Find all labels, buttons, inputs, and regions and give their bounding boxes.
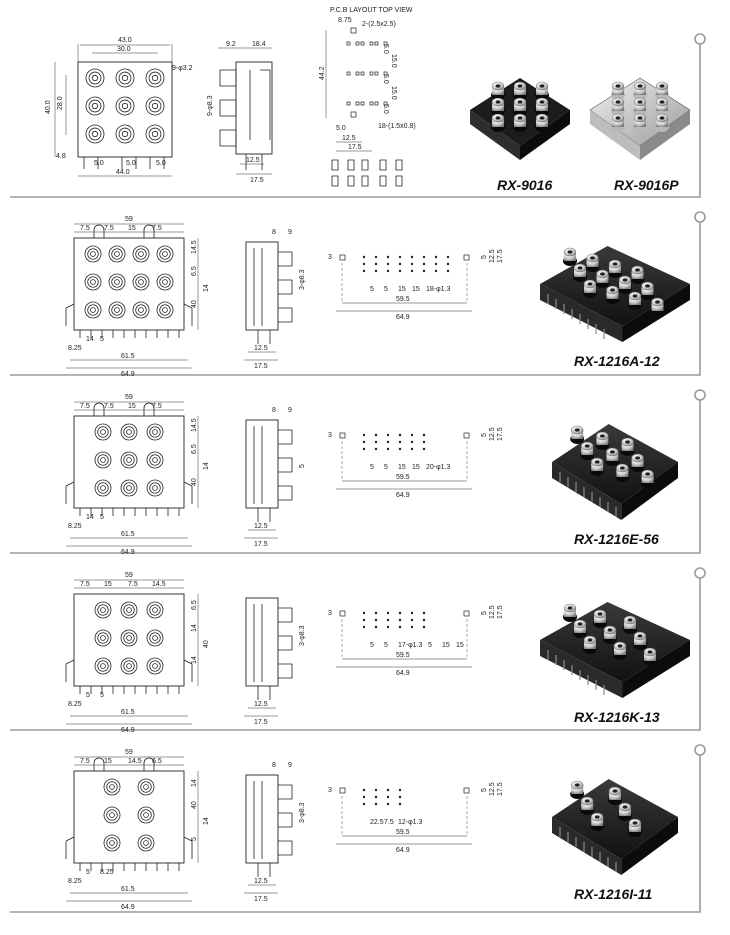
dim-label: 4.8 <box>56 153 66 160</box>
dim-label: 14 <box>86 514 94 521</box>
dim-label: 5.0 <box>156 160 166 167</box>
pcb-hole <box>411 612 413 614</box>
pcb-hole <box>347 102 350 105</box>
dim-label: 12.5 <box>254 523 268 530</box>
dim-label: 5.0 <box>382 104 389 114</box>
dim-label: 15.0 <box>390 86 397 100</box>
pcb-title: P.C.B LAYOUT TOP VIEW <box>330 7 413 14</box>
pcb-hole <box>363 270 365 272</box>
pcb-hole <box>387 434 389 436</box>
pcb-hole <box>423 263 425 265</box>
dim-label: 5 <box>100 692 104 699</box>
dim-label: 14 <box>203 462 210 470</box>
dim-label: 5 <box>384 642 388 649</box>
pcb-hole <box>447 270 449 272</box>
dim-label: 9-φ3.2 <box>172 65 193 72</box>
dim-label: 12.5 <box>342 135 356 142</box>
pcb-holes <box>347 42 387 105</box>
dim-label: 5 <box>86 692 90 699</box>
dim-label: 5 <box>100 514 104 521</box>
dim-label: 14 <box>203 284 210 292</box>
section-rx-1216a-12 <box>66 216 690 378</box>
section-rx-1216e-56 <box>66 394 678 556</box>
pcb-hole <box>399 803 401 805</box>
dim-label: 12.5 <box>489 249 496 263</box>
dim-label: 14 <box>191 624 198 632</box>
dim-label: 64.9 <box>121 549 135 556</box>
dim-label: 14 <box>86 336 94 343</box>
pcb-slot <box>464 788 469 793</box>
dim-label: 17.5 <box>497 782 504 796</box>
dim-label: 14 <box>191 656 198 664</box>
side-view <box>244 762 306 903</box>
pcb-hole <box>347 42 350 45</box>
dim-label: 8.25 <box>68 345 82 352</box>
dim-label: 5.0 <box>382 44 389 54</box>
dim-label: 9 <box>288 762 292 769</box>
dim-label: 5 <box>299 464 306 468</box>
pcb-hole <box>423 619 425 621</box>
pcb-hole <box>361 72 364 75</box>
dim-label: 59.5 <box>396 296 410 303</box>
dim-label: 7.5 <box>104 403 114 410</box>
pcb-hole <box>363 612 365 614</box>
product-photo <box>552 424 678 520</box>
pcb-hole <box>375 789 377 791</box>
pcb-hole <box>375 612 377 614</box>
pcb-hole <box>435 256 437 258</box>
dim-label: 64.9 <box>121 904 135 911</box>
dim-label: 15 <box>442 642 450 649</box>
pin-icon <box>695 390 705 400</box>
pcb-slot <box>340 788 345 793</box>
product-photo <box>540 602 690 698</box>
pcb-hole <box>423 256 425 258</box>
pcb-hole <box>399 256 401 258</box>
pcb-slot <box>340 611 345 616</box>
pcb-hole <box>387 256 389 258</box>
model-label: RX-1216E-56 <box>574 531 659 547</box>
pcb-layout <box>319 7 416 186</box>
front-view <box>66 749 210 911</box>
pcb-hole <box>375 619 377 621</box>
pcb-hole <box>411 256 413 258</box>
pcb-hole <box>423 270 425 272</box>
pcb-hole <box>411 448 413 450</box>
dim-label: 8.25 <box>68 878 82 885</box>
pcb-hole <box>387 263 389 265</box>
dim-label: 17.5 <box>497 249 504 263</box>
dim-label: 7.5 <box>80 758 90 765</box>
dim-label: 7.5 <box>384 819 394 826</box>
pcb-hole <box>387 270 389 272</box>
dim-label: 12.5 <box>254 878 268 885</box>
pcb-hole <box>363 789 365 791</box>
pcb-hole <box>363 434 365 436</box>
dim-label: 15 <box>456 642 464 649</box>
pcb-hole <box>363 263 365 265</box>
dim-label: 30.0 <box>117 46 131 53</box>
dim-label: 15 <box>104 581 112 588</box>
pcb-slot <box>464 255 469 260</box>
pcb-hole <box>370 102 373 105</box>
dim-label: 6.5 <box>191 266 198 276</box>
dim-label: 17.5 <box>254 719 268 726</box>
pcb-hole <box>363 448 365 450</box>
dim-label: 28.0 <box>57 96 64 110</box>
dim-label: 44.2 <box>319 66 326 80</box>
pcb-hole <box>363 796 365 798</box>
product-photo <box>552 779 678 875</box>
pcb-hole <box>447 256 449 258</box>
pcb-hole <box>361 42 364 45</box>
model-label: RX-1216I-11 <box>574 886 653 902</box>
dim-label: 40.0 <box>45 100 52 114</box>
dim-label: 8 <box>272 407 276 414</box>
dim-label: 5 <box>481 611 488 615</box>
dim-label: 5 <box>370 286 374 293</box>
pcb-hole <box>411 270 413 272</box>
pcb-hole <box>375 441 377 443</box>
pcb-hole <box>423 612 425 614</box>
pcb-hole <box>387 796 389 798</box>
front-view <box>66 216 210 378</box>
dim-label: 20-φ1.3 <box>426 464 451 471</box>
dim-label: 15 <box>104 758 112 765</box>
dim-label: 64.9 <box>396 492 410 499</box>
pcb-hole <box>423 434 425 436</box>
side-view <box>207 41 272 184</box>
dim-label: 7.5 <box>80 225 90 232</box>
dim-label: 7.5 <box>104 225 114 232</box>
pcb-hole <box>363 256 365 258</box>
pcb-slot <box>340 433 345 438</box>
dim-label: 9.2 <box>226 41 236 48</box>
dim-label: 9 <box>288 229 292 236</box>
dim-label: 17.5 <box>254 363 268 370</box>
pcb-hole <box>375 448 377 450</box>
dim-label: 15 <box>128 403 136 410</box>
pcb-hole <box>411 441 413 443</box>
dim-label: 17.5 <box>254 896 268 903</box>
pcb-hole <box>387 626 389 628</box>
dim-label: 3-φ8.3 <box>299 802 306 823</box>
dim-label: 12.5 <box>254 345 268 352</box>
pcb-hole <box>375 803 377 805</box>
dim-label: 61.5 <box>121 531 135 538</box>
pcb-hole <box>363 626 365 628</box>
dim-label: 12-φ1.3 <box>398 819 423 826</box>
housing <box>74 771 184 863</box>
pcb-hole <box>399 612 401 614</box>
model-label: RX-1216A-12 <box>574 353 660 369</box>
dim-label: 15 <box>128 225 136 232</box>
dim-label: 3 <box>328 432 332 439</box>
dim-label: 12.5 <box>254 701 268 708</box>
pcb-hole <box>370 72 373 75</box>
product-photo-rx-9016p <box>590 78 690 160</box>
dim-label: 5 <box>370 464 374 471</box>
dim-label: 44.0 <box>116 169 130 176</box>
dim-label: 61.5 <box>121 353 135 360</box>
pcb-hole <box>363 441 365 443</box>
dim-label: 5 <box>191 837 198 841</box>
pcb-hole <box>356 102 359 105</box>
front-view <box>45 37 193 176</box>
pcb-hole <box>370 42 373 45</box>
pcb-hole <box>399 270 401 272</box>
product-photo <box>540 246 690 342</box>
dim-label: 59 <box>125 572 133 579</box>
pcb-hole <box>423 448 425 450</box>
dim-label: 14.5 <box>191 240 198 254</box>
pcb-hole <box>387 441 389 443</box>
dim-label: 5.0 <box>94 160 104 167</box>
dim-label: 43.0 <box>118 37 132 44</box>
dim-label: 9-φ8.3 <box>207 95 214 116</box>
side-view <box>244 598 306 726</box>
dim-label: 3 <box>328 254 332 261</box>
dim-label: 8.25 <box>68 701 82 708</box>
pin-icon <box>695 212 705 222</box>
pcb-slot <box>340 255 345 260</box>
dim-label: 5 <box>481 433 488 437</box>
dim-label: 7.5 <box>152 225 162 232</box>
pcb-hole <box>435 270 437 272</box>
pin-icon <box>695 34 705 44</box>
dim-label: 17-φ1.3 <box>398 642 423 649</box>
pcb-hole <box>411 263 413 265</box>
pcb-slot <box>464 433 469 438</box>
dim-label: 64.9 <box>396 670 410 677</box>
dim-label: 8.75 <box>338 17 352 24</box>
dim-label: 59.5 <box>396 474 410 481</box>
pcb-hole <box>447 263 449 265</box>
pcb-hole <box>399 448 401 450</box>
dim-label: 40 <box>191 801 198 809</box>
dim-label: 17.5 <box>348 144 362 151</box>
dim-label: 3-φ8.3 <box>299 269 306 290</box>
pcb-hole <box>363 619 365 621</box>
dim-label: 15 <box>412 286 420 293</box>
dim-label: 2-(2.5x2.5) <box>362 21 396 28</box>
pcb-hole <box>375 434 377 436</box>
dim-label: 6.5 <box>152 758 162 765</box>
pcb-hole <box>399 789 401 791</box>
pcb-layout <box>328 427 504 499</box>
dim-label: 5 <box>86 869 90 876</box>
dim-label: 5 <box>481 788 488 792</box>
dim-label: 14.5 <box>128 758 142 765</box>
pcb-layout <box>328 782 504 854</box>
dim-label: 9 <box>288 407 292 414</box>
pcb-hole <box>356 42 359 45</box>
dim-label: 12.5 <box>489 427 496 441</box>
housing <box>74 238 184 330</box>
dim-label: 18.4 <box>252 41 266 48</box>
dim-label: 12.5 <box>246 157 260 164</box>
dim-label: 8 <box>272 762 276 769</box>
pin-icon <box>695 568 705 578</box>
dim-label: 3 <box>328 610 332 617</box>
front-view <box>66 394 210 556</box>
dim-label: 7.5 <box>80 581 90 588</box>
dim-label: 61.5 <box>121 886 135 893</box>
pcb-hole <box>387 448 389 450</box>
front-view <box>66 572 210 734</box>
pcb-hole <box>399 434 401 436</box>
dim-label: 5 <box>481 255 488 259</box>
product-photo-rx-9016 <box>470 78 570 160</box>
pcb-hole <box>375 102 378 105</box>
dim-label: 12.5 <box>489 605 496 619</box>
dim-label: 7.5 <box>152 403 162 410</box>
pcb-hole <box>363 803 365 805</box>
dim-label: 12.5 <box>489 782 496 796</box>
dim-label: 14.5 <box>191 418 198 432</box>
dim-label: 5 <box>370 642 374 649</box>
dim-label: 40 <box>203 640 210 648</box>
side-view <box>244 407 306 548</box>
pcb-hole <box>375 72 378 75</box>
dim-label: 22.5 <box>370 819 384 826</box>
model-label: RX-9016P <box>614 177 679 193</box>
dim-label: 14 <box>203 817 210 825</box>
dim-label: 17.5 <box>254 541 268 548</box>
dim-label: 5.0 <box>126 160 136 167</box>
dim-label: 7.5 <box>128 581 138 588</box>
pcb-hole <box>387 789 389 791</box>
dim-label: 17.5 <box>497 605 504 619</box>
pcb-hole <box>375 256 377 258</box>
pcb-hole <box>399 441 401 443</box>
pcb-hole <box>375 42 378 45</box>
pcb-hole <box>387 803 389 805</box>
dim-label: 40 <box>191 478 198 486</box>
mount-tab <box>94 403 154 416</box>
pcb-hole <box>435 263 437 265</box>
pcb-hole <box>375 626 377 628</box>
dim-label: 5.0 <box>382 74 389 84</box>
dim-label: 6.5 <box>191 444 198 454</box>
pcb-hole <box>399 263 401 265</box>
dim-label: 64.9 <box>396 314 410 321</box>
dim-label: 64.9 <box>396 847 410 854</box>
dim-label: 18-(1.5x0.8) <box>378 123 416 130</box>
dim-label: 8 <box>272 229 276 236</box>
pcb-layout <box>328 605 504 677</box>
dim-label: 15 <box>398 286 406 293</box>
dim-label: 14 <box>191 779 198 787</box>
dim-label: 59.5 <box>396 829 410 836</box>
mount-tab <box>94 225 154 238</box>
dim-label: 3 <box>328 787 332 794</box>
dim-label: 14.5 <box>152 581 166 588</box>
pcb-hole <box>399 619 401 621</box>
dim-label: 15.0 <box>390 54 397 68</box>
dim-label: 59 <box>125 749 133 756</box>
pin-icon <box>695 745 705 755</box>
dim-label: 5 <box>384 464 388 471</box>
pcb-hole <box>399 796 401 798</box>
pcb-hole <box>375 270 377 272</box>
model-label: RX-9016 <box>497 177 553 193</box>
dim-label: 6.5 <box>191 600 198 610</box>
pcb-layout <box>328 249 504 321</box>
section-rx-9016 <box>45 7 690 193</box>
pcb-hole <box>356 72 359 75</box>
section-rx-1216k-13 <box>66 572 690 734</box>
pcb-hole <box>387 612 389 614</box>
dim-label: 59 <box>125 394 133 401</box>
dim-label: 5.0 <box>336 125 346 132</box>
dim-label: 5 <box>100 336 104 343</box>
pcb-hole <box>375 263 377 265</box>
dim-label: 5 <box>428 642 432 649</box>
pcb-hole <box>411 619 413 621</box>
pcb-hole <box>375 796 377 798</box>
dim-label: 5 <box>384 286 388 293</box>
dim-label: 15 <box>398 464 406 471</box>
dim-label: 17.5 <box>250 177 264 184</box>
dim-label: 7.5 <box>80 403 90 410</box>
pcb-hole <box>399 626 401 628</box>
section-rx-1216i-11 <box>66 749 678 911</box>
dim-label: 40 <box>191 300 198 308</box>
dim-label: 64.9 <box>121 371 135 378</box>
pcb-hole <box>347 72 350 75</box>
pcb-hole <box>423 441 425 443</box>
pcb-hole <box>387 619 389 621</box>
pcb-slot <box>464 611 469 616</box>
dim-label: 15 <box>412 464 420 471</box>
dim-label: 17.5 <box>497 427 504 441</box>
pcb-hole <box>423 626 425 628</box>
dim-label: 59.5 <box>396 652 410 659</box>
mount-tab <box>94 758 154 771</box>
dim-label: 59 <box>125 216 133 223</box>
dim-label: 18-φ1.3 <box>426 286 451 293</box>
side-view <box>244 229 306 370</box>
dim-label: 64.9 <box>121 727 135 734</box>
dim-label: 61.5 <box>121 709 135 716</box>
pcb-hole <box>411 434 413 436</box>
dim-label: 8.25 <box>68 523 82 530</box>
dim-label: 3-φ8.3 <box>299 625 306 646</box>
pin-detail-icons <box>332 160 402 186</box>
dim-label: 8.25 <box>100 869 114 876</box>
pcb-hole <box>411 626 413 628</box>
pcb-hole <box>361 102 364 105</box>
model-label: RX-1216K-13 <box>574 709 660 725</box>
